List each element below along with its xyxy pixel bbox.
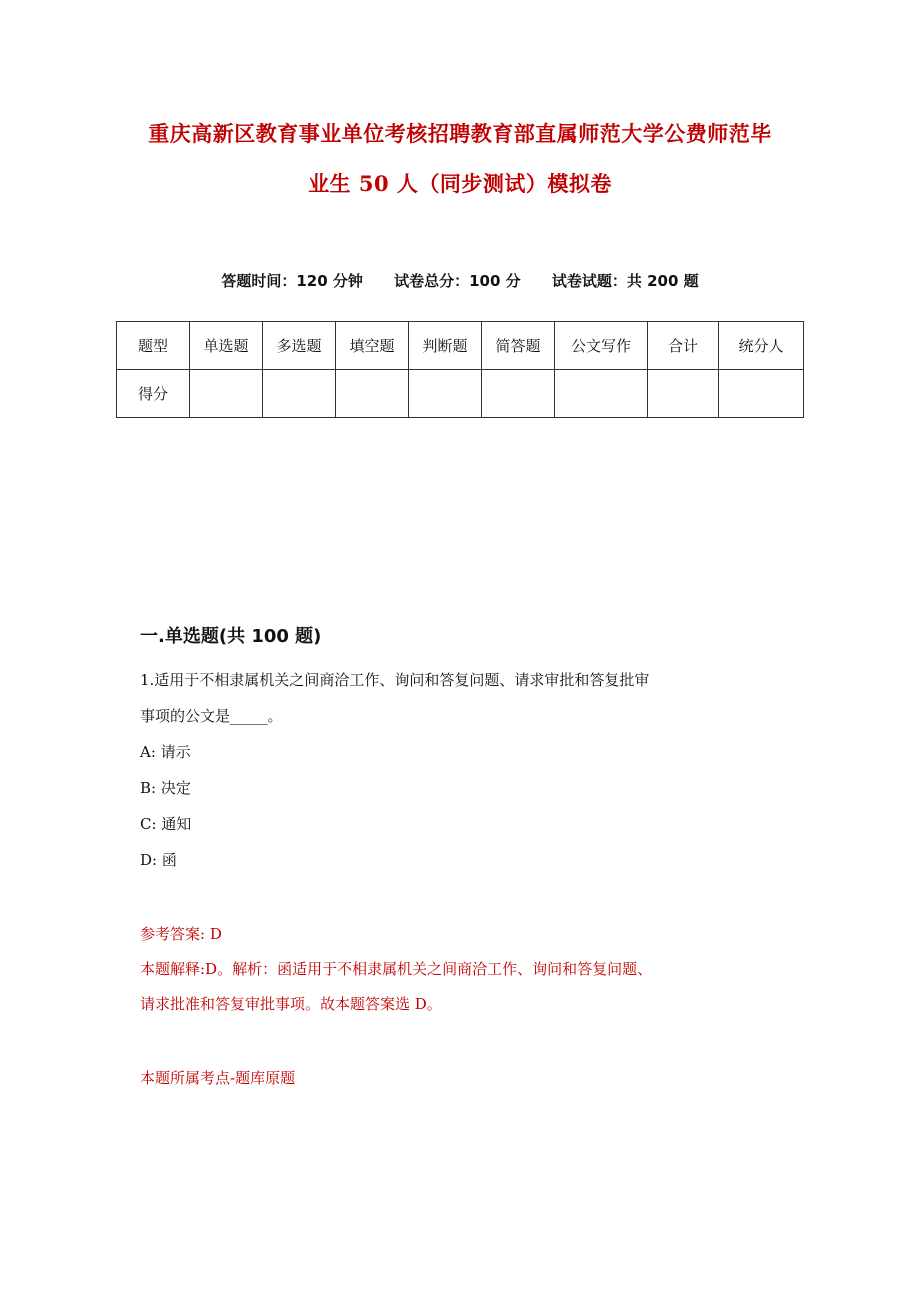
header-cell-multiple-choice: 多选题 [263, 322, 336, 370]
option-a: A: 请示 [140, 743, 191, 761]
option-c: C: 通知 [140, 815, 192, 833]
exam-time: 答题时间：120 分钟 [221, 272, 363, 290]
exam-info [0, 267, 920, 295]
score-table [116, 321, 804, 418]
reference-answer: 参考答案: D [140, 925, 222, 943]
document-title-line-1: 重庆高新区教育事业单位考核招聘教育部直属师范大学公费师范毕 [148, 121, 772, 146]
score-cell [336, 370, 409, 418]
question-source: 本题所属考点-题库原题 [140, 1069, 296, 1087]
header-cell-true-false: 判断题 [409, 322, 482, 370]
score-cell [190, 370, 263, 418]
option-d: D: 函 [140, 851, 177, 869]
header-cell-fill-blank: 填空题 [336, 322, 409, 370]
score-cell [263, 370, 336, 418]
score-cell [409, 370, 482, 418]
explanation-line-2: 请求批准和答复审批事项。故本题答案选 D。 [140, 995, 442, 1013]
header-cell-single-choice: 单选题 [190, 322, 263, 370]
score-cell [482, 370, 555, 418]
exam-total-score: 试卷总分：100 分 [394, 272, 521, 290]
explanation-line-1: 本题解释:D。解析：函适用于不相隶属机关之间商洽工作、询问和答复问题、 [140, 960, 653, 978]
score-row-label: 得分 [117, 370, 190, 418]
header-cell-short-answer: 简答题 [482, 322, 555, 370]
header-cell-scorer: 统分人 [719, 322, 804, 370]
question-text-line-2: 事项的公文是_____。 [140, 707, 283, 725]
header-cell-type: 题型 [117, 322, 190, 370]
exam-question-count: 试卷试题：共 200 题 [551, 272, 699, 290]
score-cell [555, 370, 648, 418]
header-cell-official-writing: 公文写作 [555, 322, 648, 370]
header-cell-total: 合计 [648, 322, 719, 370]
question-text-line-1: 1.适用于不相隶属机关之间商洽工作、询问和答复问题、请求审批和答复批审 [140, 671, 650, 689]
section-title: 一.单选题(共 100 题) [140, 626, 322, 647]
score-cell [648, 370, 719, 418]
option-b: B: 决定 [140, 779, 191, 797]
document-title-line-2: 业生 50 人（同步测试）模拟卷 [308, 171, 612, 196]
score-cell [719, 370, 804, 418]
score-table-header-row [117, 322, 804, 370]
score-table-score-row [117, 370, 804, 418]
